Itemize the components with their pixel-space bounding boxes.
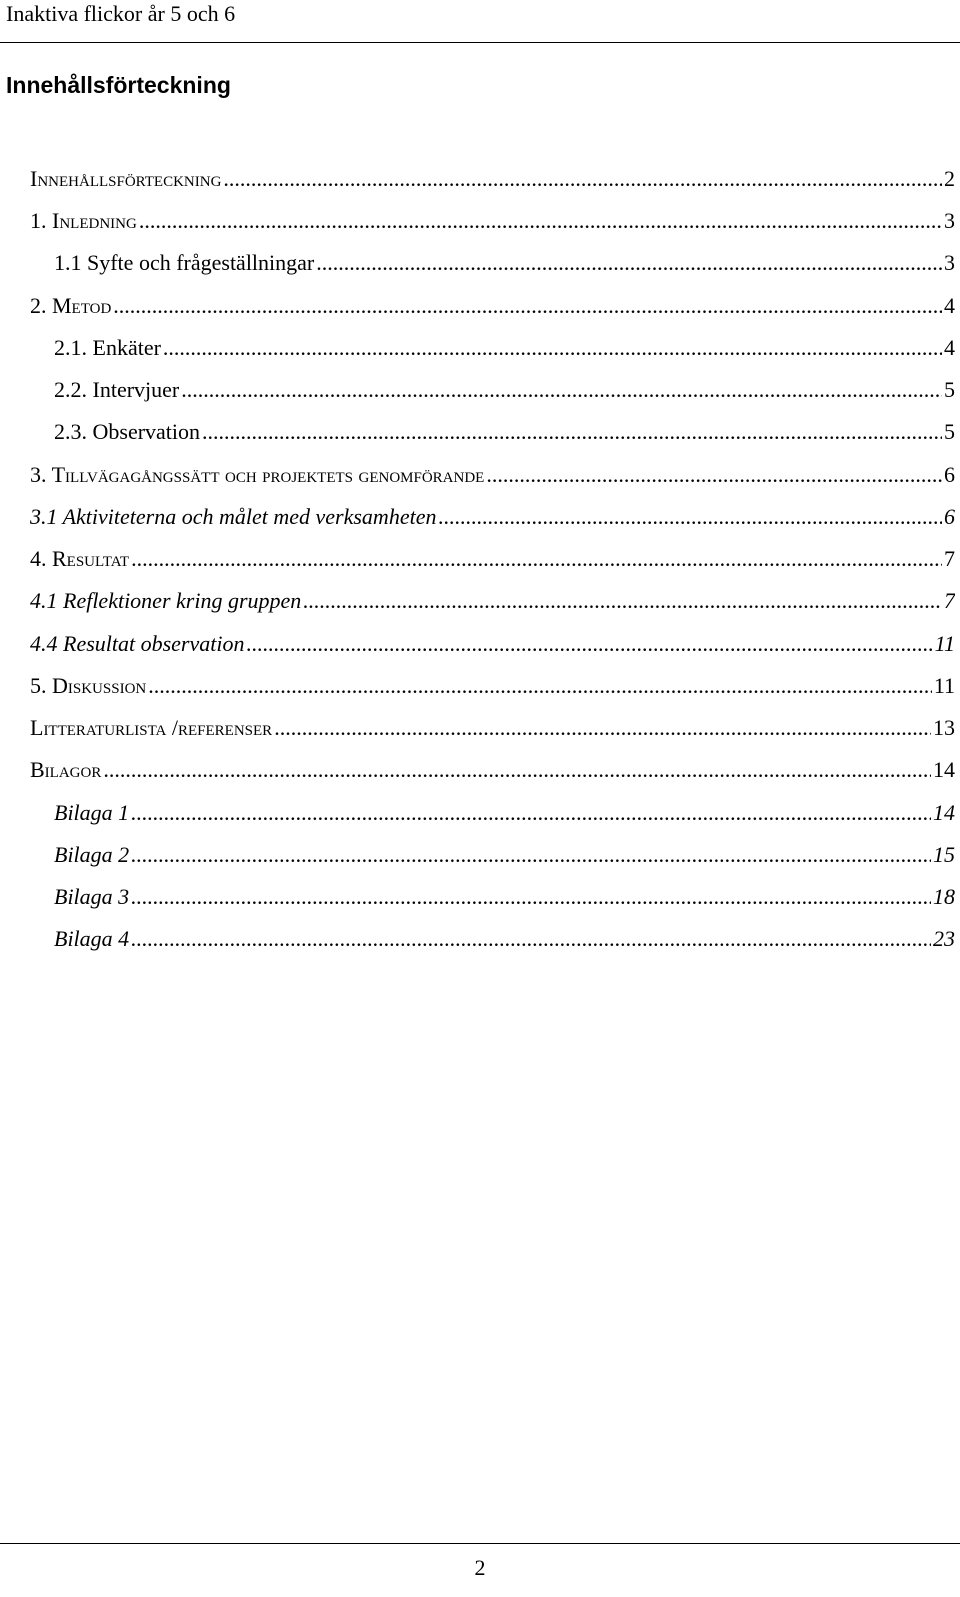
toc-entry-page: 5 xyxy=(944,419,955,444)
toc-entry-syfte[interactable] xyxy=(54,248,955,278)
header-rule xyxy=(0,42,960,43)
toc-dot-leader xyxy=(148,671,932,701)
footer-rule xyxy=(0,1543,960,1544)
toc-dot-leader xyxy=(303,586,942,616)
toc-entry-innehallsforteckning[interactable] xyxy=(30,164,955,194)
toc-heading: Innehållsförteckning xyxy=(6,72,231,98)
toc-entry-title: 2.3. Observation xyxy=(54,419,201,444)
toc-dot-leader xyxy=(246,629,932,659)
toc-dot-leader xyxy=(181,375,942,405)
toc-dot-leader xyxy=(131,924,931,954)
toc-entry-page: 7 xyxy=(944,546,955,571)
toc-entry-observation[interactable] xyxy=(54,417,955,447)
toc-entry-diskussion[interactable] xyxy=(30,671,955,701)
toc-entry-title: 2.1. Enkäter xyxy=(54,335,161,360)
toc-entry-title: 2. Metod xyxy=(30,293,112,318)
toc-entry-title: Bilagor xyxy=(30,757,102,782)
toc-entry-intervjuer[interactable] xyxy=(54,375,955,405)
toc-entry-title: 3.1 Aktiviteterna och målet med verksamheten xyxy=(30,504,437,529)
toc-dot-leader xyxy=(113,291,942,321)
toc-entry-page: 4 xyxy=(944,293,955,318)
toc-dot-leader xyxy=(316,248,942,278)
toc-entry-title: 3. Tillvägagångssätt och projektets genomförande xyxy=(30,462,485,487)
toc-dot-leader xyxy=(131,882,931,912)
toc-entry-bilaga-4[interactable] xyxy=(54,924,955,954)
toc-entry-title: Bilaga 2 xyxy=(54,842,130,867)
toc-entry-page: 5 xyxy=(944,377,955,402)
toc-dot-leader xyxy=(274,713,931,743)
toc-entry-bilaga-3[interactable] xyxy=(54,882,955,912)
toc-dot-leader xyxy=(131,544,942,574)
toc-entry-page: 3 xyxy=(944,250,955,275)
toc-dot-leader xyxy=(486,460,942,490)
toc-entry-litteraturlista[interactable] xyxy=(30,713,955,743)
toc-entry-title: 1.1 Syfte och frågeställningar xyxy=(54,250,315,275)
toc-dot-leader xyxy=(163,333,942,363)
toc-entry-page: 3 xyxy=(944,208,955,233)
toc-dot-leader xyxy=(202,417,942,447)
toc-entry-title: 5. Diskussion xyxy=(30,673,147,698)
toc-entry-title: 4.4 Resultat observation xyxy=(30,631,245,656)
toc-entry-metod[interactable] xyxy=(30,291,955,321)
toc-entry-title: Innehållsförteckning xyxy=(30,166,222,191)
toc-entry-title: Bilaga 1 xyxy=(54,800,130,825)
toc-entry-title: 4. Resultat xyxy=(30,546,130,571)
toc-entry-page: 2 xyxy=(944,166,955,191)
toc-entry-page: 7 xyxy=(944,588,955,613)
toc-entry-page: 6 xyxy=(944,504,955,529)
toc-entry-inledning[interactable] xyxy=(30,206,955,236)
toc-dot-leader xyxy=(139,206,942,236)
toc-entry-tillvagagangssatt[interactable] xyxy=(30,460,955,490)
toc-dot-leader xyxy=(223,164,942,194)
toc-entry-reflektioner[interactable] xyxy=(30,586,955,616)
toc-entry-title: Bilaga 3 xyxy=(54,884,130,909)
toc-entry-title: Litteraturlista /referenser xyxy=(30,715,273,740)
toc-entry-enkater[interactable] xyxy=(54,333,955,363)
toc-entry-page: 15 xyxy=(933,842,955,867)
running-header: Inaktiva flickor år 5 och 6 xyxy=(6,1,236,26)
toc-entry-page: 18 xyxy=(933,884,955,909)
toc-dot-leader xyxy=(131,798,931,828)
toc-entry-page: 11 xyxy=(933,673,955,698)
toc-entry-title: 1. Inledning xyxy=(30,208,137,233)
page-number: 2 xyxy=(474,1555,486,1580)
toc-entry-aktiviteterna[interactable] xyxy=(30,502,955,532)
toc-entry-title: Bilaga 4 xyxy=(54,926,130,951)
toc-entry-page: 4 xyxy=(944,335,955,360)
toc-entry-bilagor[interactable] xyxy=(30,755,955,785)
toc-entry-title: 2.2. Intervjuer xyxy=(54,377,180,402)
toc-dot-leader xyxy=(103,755,931,785)
toc-entry-page: 14 xyxy=(933,757,955,782)
toc-entry-bilaga-2[interactable] xyxy=(54,840,955,870)
toc-dot-leader xyxy=(438,502,942,532)
toc-entry-bilaga-1[interactable] xyxy=(54,798,955,828)
toc-dot-leader xyxy=(131,840,931,870)
toc-entry-page: 23 xyxy=(933,926,955,951)
toc-entry-page: 14 xyxy=(933,800,955,825)
toc-entry-resultat[interactable] xyxy=(30,544,955,574)
toc-entry-page: 13 xyxy=(933,715,955,740)
toc-entry-page: 11 xyxy=(934,631,955,656)
toc-entry-resultat-observation[interactable] xyxy=(30,629,955,659)
toc-entry-title: 4.1 Reflektioner kring gruppen xyxy=(30,588,302,613)
toc-entry-page: 6 xyxy=(944,462,955,487)
